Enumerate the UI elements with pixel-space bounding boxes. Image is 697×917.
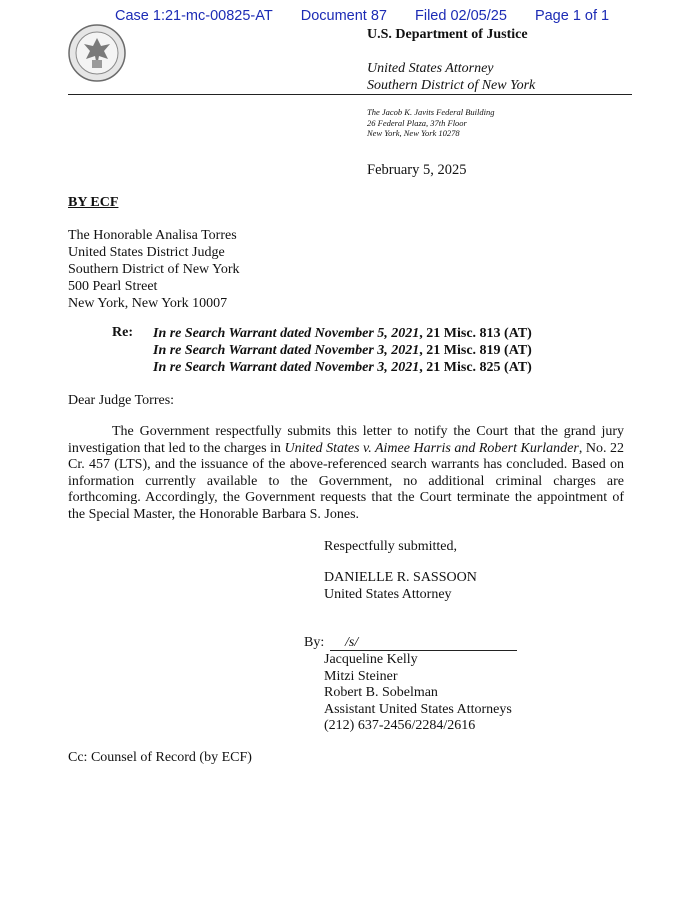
by-label: By:	[304, 635, 325, 650]
delivery-method: BY ECF	[68, 195, 119, 210]
signature-line	[330, 650, 517, 651]
signer-name: DANIELLE R. SASSOON	[324, 570, 477, 585]
letter-body	[68, 424, 624, 523]
case-name: United States v. Aimee Harris and Robert Kurlander	[284, 440, 579, 456]
document-number: Document 87	[300, 8, 387, 24]
office-name	[367, 60, 535, 94]
re-label: Re:	[112, 325, 133, 340]
re-misc: , 21 Misc. 819 (AT)	[419, 343, 532, 358]
signature: /s/	[345, 635, 359, 650]
re-title: In re Search Warrant dated November 5, 2021	[153, 326, 420, 341]
attorney-line: Mitzi Steiner	[324, 668, 398, 684]
case-number: Case 1:21-mc-00825-AT	[115, 8, 273, 24]
filed-date: Filed 02/05/25	[415, 8, 507, 24]
recipient-line: Southern District of New York	[68, 262, 240, 277]
re-line	[153, 325, 532, 342]
department-name: U.S. Department of Justice	[367, 27, 528, 42]
salutation: Dear Judge Torres:	[68, 393, 175, 408]
address-line: 26 Federal Plaza, 37th Floor	[367, 117, 467, 128]
re-misc: , 21 Misc. 813 (AT)	[419, 326, 532, 341]
signer-block	[324, 569, 477, 603]
office-line-2: Southern District of New York	[367, 78, 536, 93]
re-title: In re Search Warrant dated November 3, 2021	[153, 360, 420, 375]
attorney-line: Robert B. Sobelman	[324, 685, 438, 700]
attorney-line: (212) 637-2456/2284/2616	[324, 718, 476, 733]
body-text: The Government respectfully submits this letter to notify the Court that the grand jury investigation that led to the charges in	[68, 424, 624, 456]
recipient-line: 500 Pearl Street	[68, 279, 158, 294]
re-line	[153, 359, 532, 376]
ecf-filing-header	[115, 8, 633, 24]
recipient-line: New York, New York 10007	[68, 296, 228, 311]
re-misc: , 21 Misc. 825 (AT)	[419, 360, 532, 375]
attorney-line: Assistant United States Attorneys	[324, 701, 512, 717]
address-line: The Jacob K. Javits Federal Building	[367, 107, 495, 117]
attorney-line: Jacqueline Kelly	[324, 652, 418, 667]
recipient-block	[68, 227, 240, 312]
letterhead-rule	[68, 94, 632, 95]
body-text: , No. 22 Cr. 457 (LTS), and the issuance of the above-referenced search warrants has concluded. Based on information currently available to the Government, no additional criminal charges are forthcoming. Accordingly, the Government requests that the Court terminate the appointment of the Special Master, the Honorable Barbara S. Jones.	[68, 440, 624, 522]
signer-title: United States Attorney	[324, 587, 452, 602]
letter-date: February 5, 2025	[367, 162, 467, 178]
recipient-line: United States District Judge	[68, 245, 225, 260]
attorney-block	[324, 652, 512, 735]
re-lines	[153, 325, 532, 376]
doj-seal-icon	[68, 24, 126, 82]
office-line-1: United States Attorney	[367, 61, 494, 76]
office-address	[367, 107, 494, 139]
page-count: Page 1 of 1	[534, 8, 610, 24]
address-line: New York, New York 10278	[367, 128, 460, 138]
re-line	[153, 342, 532, 359]
cc-line: Cc: Counsel of Record (by ECF)	[68, 750, 252, 765]
re-title: In re Search Warrant dated November 3, 2021	[153, 343, 420, 358]
recipient-line: The Honorable Analisa Torres	[68, 228, 237, 243]
closing: Respectfully submitted,	[324, 539, 457, 554]
